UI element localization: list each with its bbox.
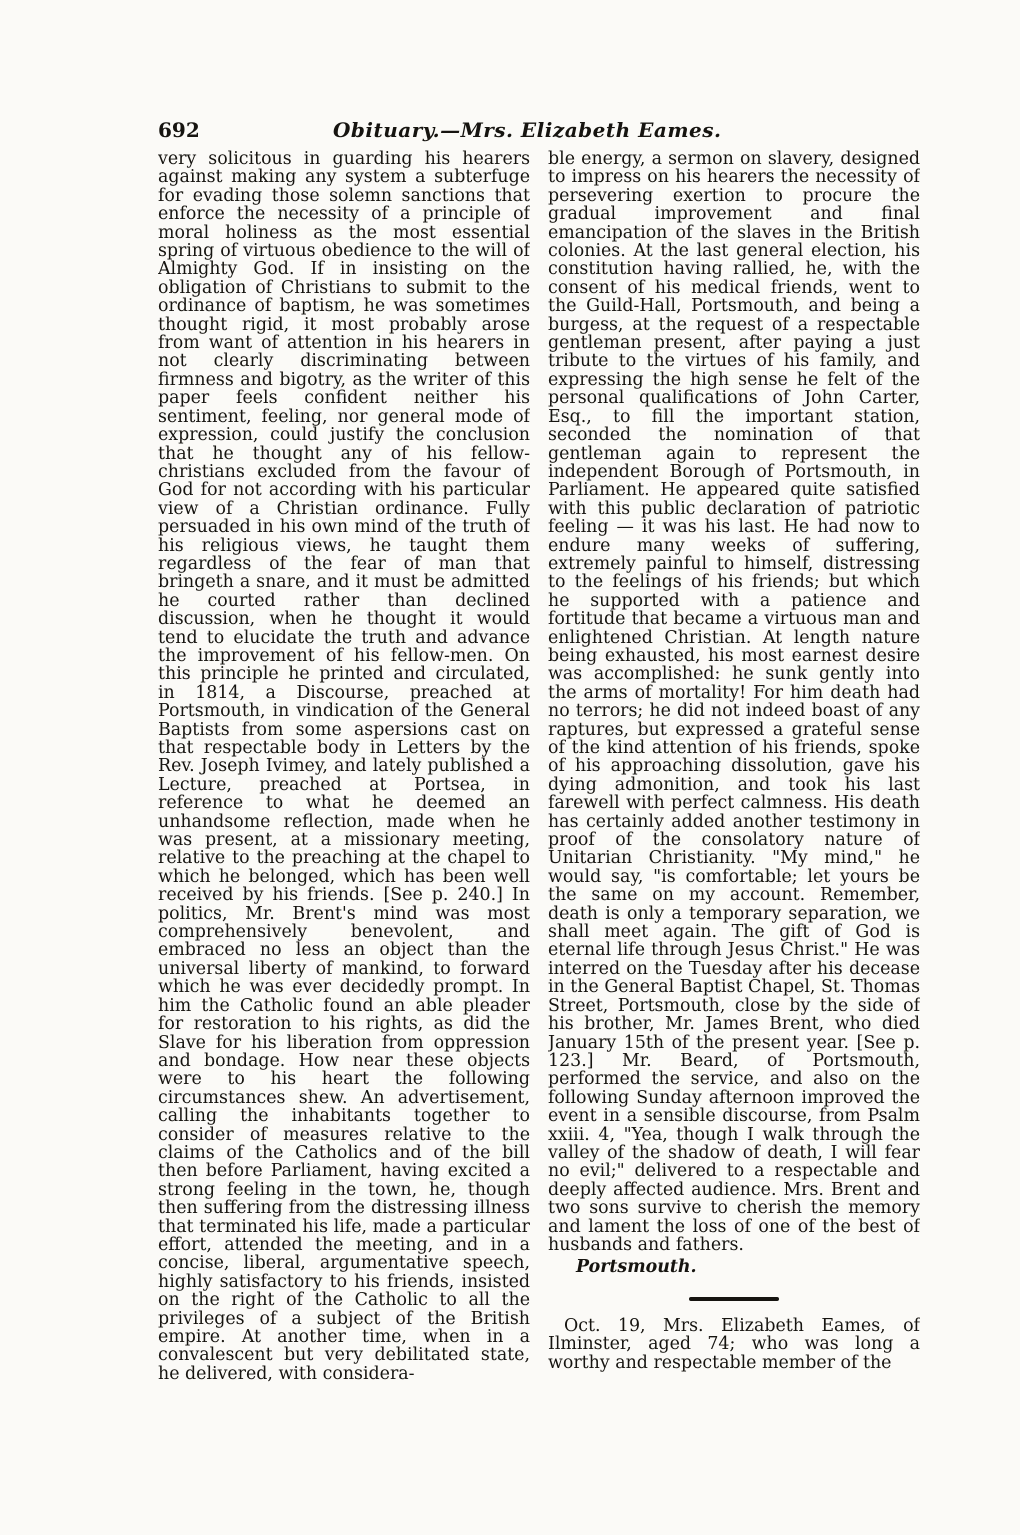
right-column-text: ble energy, a sermon on slavery, designed to impress on his hearers the necessity of persevering exertion to procure the gradual improvement and final emancipation of the slaves in the British colonies. At the last general election, his constitution having rallied, he, with the consent of his medical friends, went to the Guild-Hall, Portsmouth, and being a burgess, at the request of a respectable gentleman present, after paying a just tribute to the virtues of his family, and expressing the high sense he felt of the personal qualifications of John Carter, Esq., to fill the important station, seconded the nomination of that gentleman again to represent the independent Borough of Portsmouth, in Parliament. He appeared quite satisfied with this public declaration of patriotic feeling — it was his last. He had now to endure many weeks of suffering, extremely painful to himself, distressing to the feelings of his friends; but which he supported with a patience and fortitude that became a virtuous man and enlightened Christian. At length nature being exhausted, his most earnest desire was accomplished: he sunk gently into the arms of mortality! For him death had no terrors; he did not indeed boast of any raptures, but expressed a grateful sense of the kind attention of his friends, spoke of his approaching dissolution, gave his dying admonition, and took his last farewell with perfect calmness. His death has certainly added another testimony in proof of the consolatory nature of Unitarian Christianity. "My mind," he would say, "is comfortable; let yours be the same on my account. Remember, death is only a temporary separation, we shall meet again. The gift of God is eternal life through Jesus Christ." He was interred on the Tuesday after his decease in the General Baptist Chapel, St. Thomas Street, Portsmouth, close by the side of his brother, Mr. James Brent, who died January 15th of the present year. [See p. 123.] Mr. Beard, of Portsmouth, performed the service, and also on the following Sunday afternoon improved the event in a sensible discourse, from Psalm xxiii. 4, "Yea, though I walk through the valley of the shadow of death, I will fear no evil;" delivered to a respectable and deeply affected audience. Mrs. Brent and two sons survive to cherish the memory and lament the loss of one of the best of husbands and fathers.: [548, 150, 920, 1255]
running-head: Obituary.—Mrs. Elizabeth Eames.: [333, 118, 722, 142]
right-column: [548, 150, 920, 1450]
next-obituary-entry: Oct. 19, Mrs. Elizabeth Eames, of Ilminster, aged 74; who was long a worthy and respectable member of the: [548, 1315, 920, 1373]
left-column: [158, 150, 530, 1450]
place-signature: Portsmouth.: [576, 1257, 697, 1278]
page-header: [158, 118, 918, 148]
page-number: 692: [158, 118, 200, 142]
section-divider: [689, 1297, 779, 1301]
left-column-text: very solicitous in guarding his hearers against making any system a subterfuge for evading those solemn sanctions that enforce the necessity of a principle of moral holiness as the most essential spring of virtuous obedience to the will of Almighty God. If in insisting on the obligation of Christians to submit to the ordinance of baptism, he was sometimes thought rigid, it most probably arose from want of attention in his hearers in not clearly discriminating between firmness and bigotry, as the writer of this paper feels confident neither his sentiment, feeling, nor general mode of expression, could justify the conclusion that he thought any of his fellow-christians excluded from the favour of God for not according with his particular view of a Christian ordinance. Fully persuaded in his own mind of the truth of his religious views, he taught them regardless of the fear of man that bringeth a snare, and it must be admitted he courted rather than declined discussion, when he thought it would tend to elucidate the truth and advance the improvement of his fellow-men. On this principle he printed and circulated, in 1814, a Discourse, preached at Portsmouth, in vindication of the General Baptists from some aspersions cast on that respectable body in Letters by the Rev. Joseph Ivimey, and lately published a Lecture, preached at Portsea, in reference to what he deemed an unhandsome reflection, made when he was present, at a missionary meeting, relative to the preaching at the chapel to which he belonged, which has been well received by his friends. [See p. 240.] In politics, Mr. Brent's mind was most comprehensively benevolent, and embraced no less an object than the universal liberty of mankind, to forward which he was ever decidedly prompt. In him the Catholic found an able pleader for restoration to his rights, as did the Slave for his liberation from oppression and bondage. How near these objects were to his heart the following circumstances shew. An advertisement, calling the inhabitants together to consider of measures relative to the claims of the Catholics and of the bill then before Parliament, having excited a strong feeling in the town, he, though then suffering from the distressing illness that terminated his life, made a particular effort, attended the meeting, and in a concise, liberal, argumentative speech, highly satisfactory to his friends, insisted on the right of the Catholic to all the privileges of a subject of the British empire. At another time, when in a convalescent but very debilitated state, he delivered, with considera-: [158, 150, 530, 1384]
